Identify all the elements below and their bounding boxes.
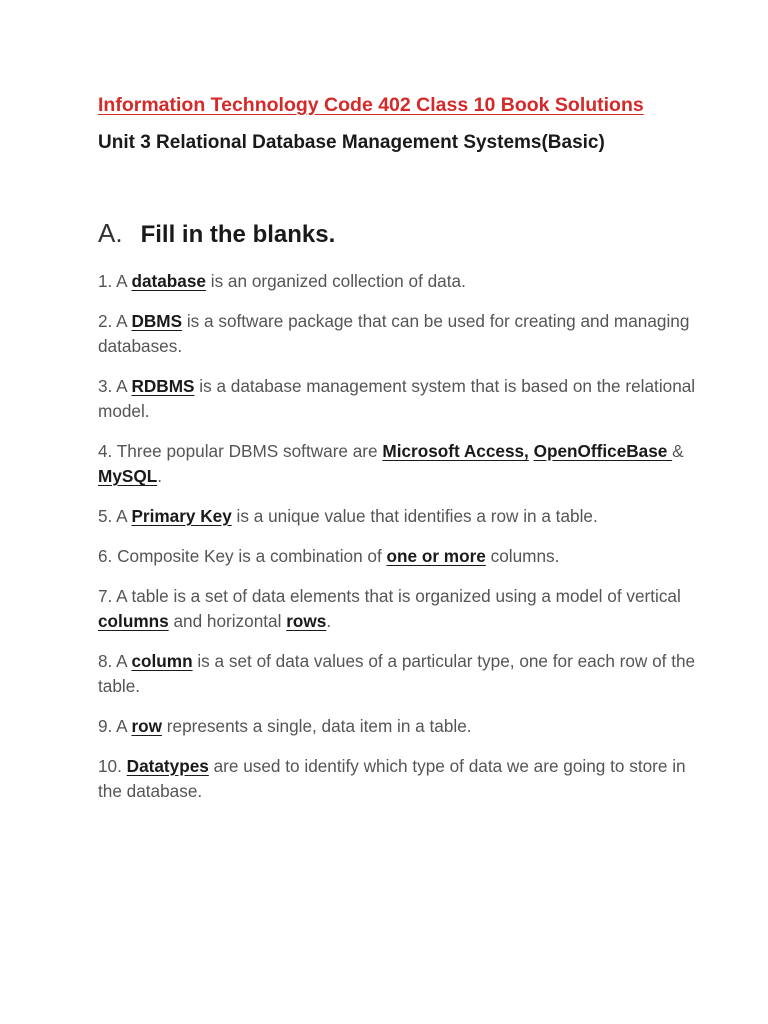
question-text: is a set of data values of a particular type, one for each row of the table. [98,651,696,696]
question-text: represents a single, data item in a table. [162,716,472,736]
question-text: 9. A [98,716,132,736]
question-text: 10. [98,756,127,776]
unit-title: Unit 3 Relational Database Management Systems(Basic) [98,132,605,153]
answer-text: one or more [386,546,486,566]
section-heading [98,216,708,255]
question-item [98,504,708,529]
question-text: & [672,441,684,461]
question-item [98,754,708,804]
question-item [98,439,708,489]
question-text: is a unique value that identifies a row in a table. [231,506,598,526]
answer-text: MySQL [98,466,158,486]
answer-text: columns [98,611,169,631]
fill-in-blanks-list [98,269,708,804]
question-item [98,309,708,359]
answer-text: RDBMS [131,376,195,396]
question-text: 3. A [98,376,132,396]
question-text: and horizontal [168,611,287,631]
answer-text: row [131,716,163,736]
document-title: Information Technology Code 402 Class 10 Book Solutions [98,94,644,116]
question-text: 7. A table is a set of data elements that is organized using a model of vertical [98,586,681,606]
question-item [98,374,708,424]
question-text: 8. A [98,651,132,671]
answer-text: DBMS [131,311,183,331]
section-letter: A. [98,218,123,248]
question-text: . [157,466,162,486]
question-text: . [326,611,332,631]
answer-text: column [131,651,193,671]
question-text: is an organized collection of data. [205,271,466,291]
question-item [98,714,708,739]
question-text: 5. A [98,506,132,526]
question-text: is a database management system that is based on the relational model. [98,376,696,421]
answer-text: Primary Key [131,506,232,526]
question-text: 2. A [98,311,132,331]
answer-text: Microsoft Access, [382,441,529,461]
question-text: are used to identify which type of data we are going to store in the database. [98,756,686,801]
question-item [98,544,708,569]
question-text: columns. [485,546,560,566]
question-item [98,269,708,294]
question-item [98,584,708,634]
answer-text: Datatypes [126,756,209,776]
answer-text: OpenOfficeBase [533,441,673,461]
question-text: 6. Composite Key is a combination of [98,546,387,566]
answer-text: rows [286,611,327,631]
question-text: 1. A [98,271,132,291]
question-item [98,649,708,699]
question-text: is a software package that can be used for creating and managing databases. [98,311,690,356]
section-heading-text: Fill in the blanks. [140,221,336,248]
question-text: 4. Three popular DBMS software are [98,441,383,461]
answer-text: database [131,271,206,291]
